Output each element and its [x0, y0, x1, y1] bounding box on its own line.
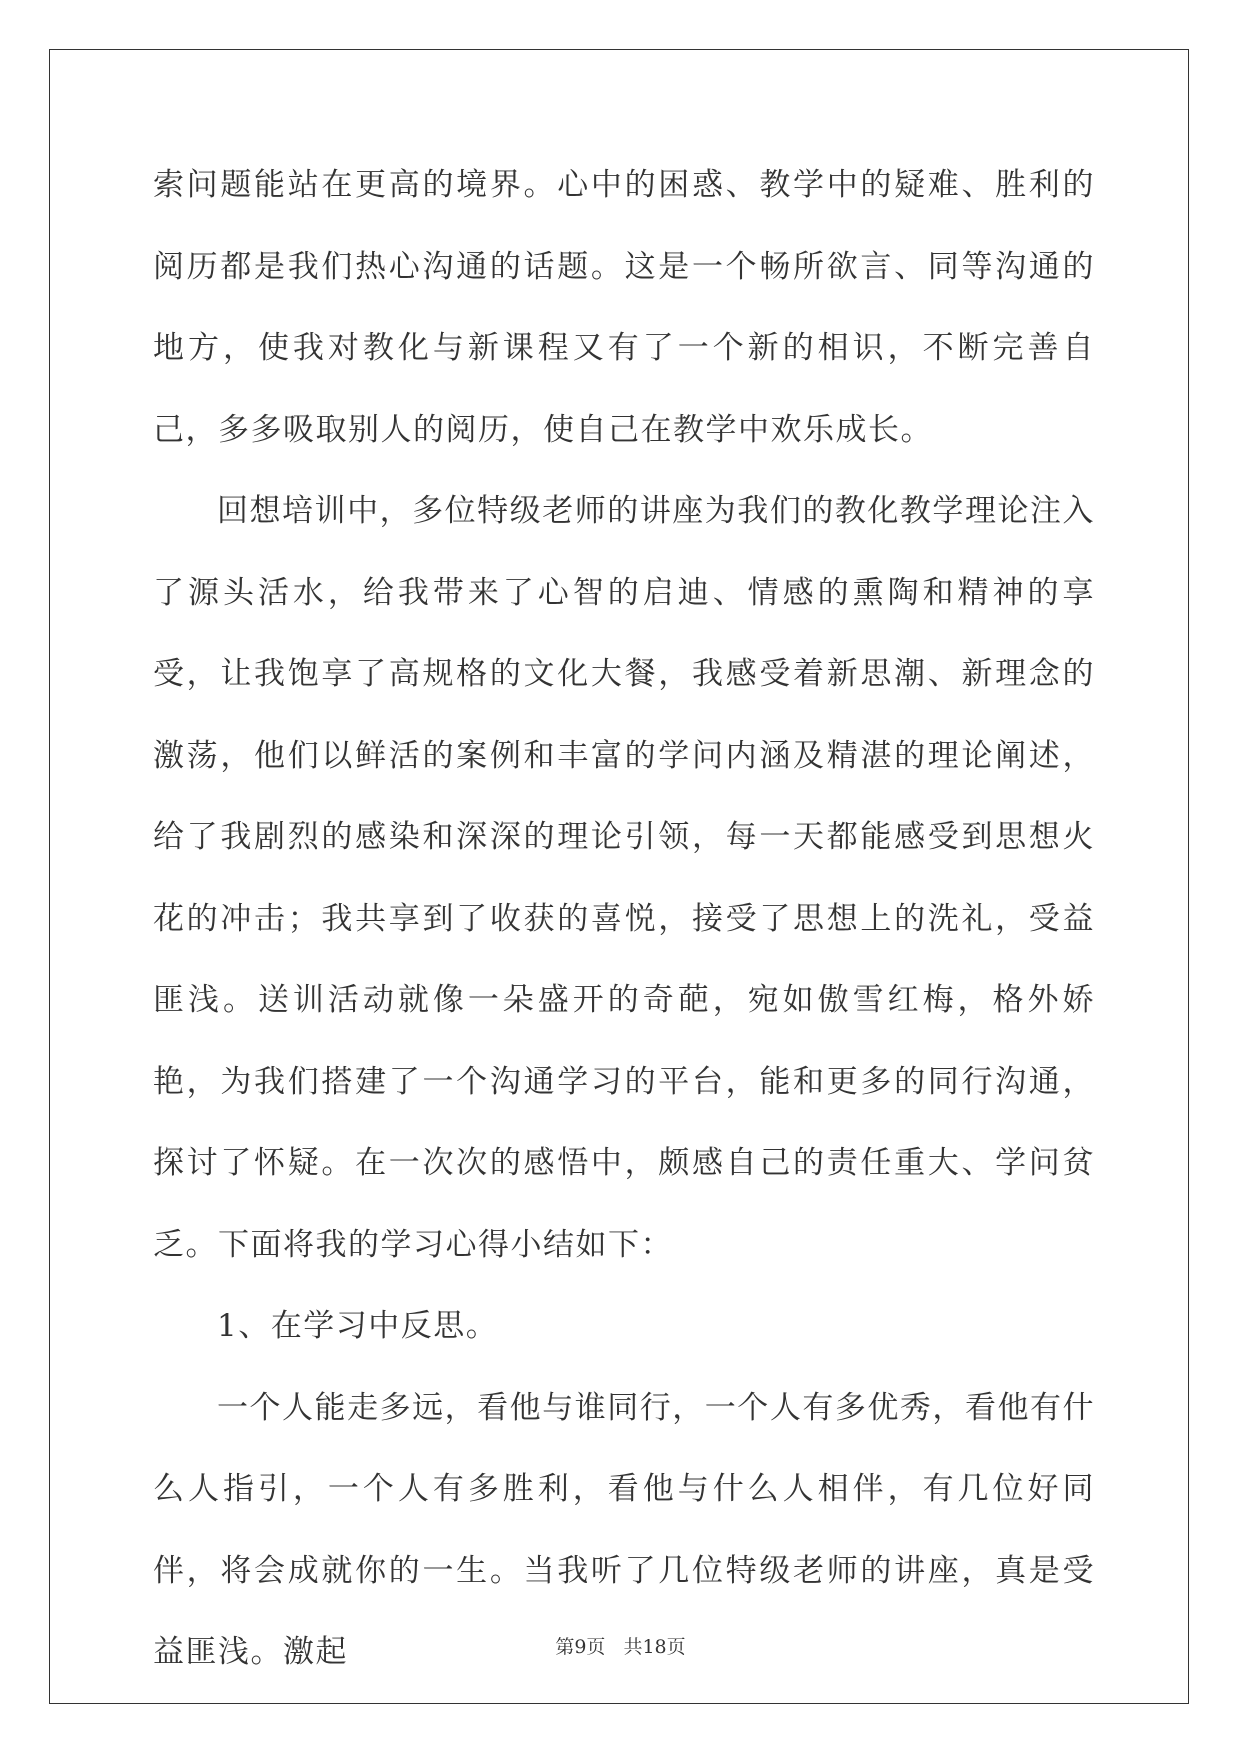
page-total: 共18页 [623, 1636, 686, 1658]
document-body [153, 145, 1095, 1694]
paragraph-2: 回想培训中，多位特级老师的讲座为我们的教化教学理论注入了源头活水，给我带来了心智的启迪、情感的熏陶和精神的享受，让我饱享了高规格的文化大餐，我感受着新思潮、新理念的激荡，他们以鲜活的案例和丰富的学问内涵及精湛的理论阐述，给了我剧烈的感染和深深的理论引领，每一天都能感受到思想火花的冲击；我共享到了收获的喜悦，接受了思想上的洗礼，受益匪浅。送训活动就像一朵盛开的奇葩，宛如傲雪红梅，格外娇艳，为我们搭建了一个沟通学习的平台，能和更多的同行沟通，探讨了怀疑。在一次次的感悟中，颇感自己的责任重大、学问贫乏。下面将我的学习心得小结如下： [153, 493, 1095, 1263]
paragraph-4: 一个人能走多远，看他与谁同行，一个人有多优秀，看他有什么人指引，一个人有多胜利，看他与什么人相伴，有几位好同伴，将会成就你的一生。当我听了几位特级老师的讲座，真是受益匪浅。激起 [153, 1389, 1095, 1670]
page-footer [0, 1632, 1241, 1659]
page-number: 第9页 [555, 1636, 606, 1658]
paragraph-3-heading: 1、在学习中反思。 [217, 1308, 499, 1344]
paragraph-1: 索问题能站在更高的境界。心中的困惑、教学中的疑难、胜利的阅历都是我们热心沟通的话题。这是一个畅所欲言、同等沟通的地方，使我对教化与新课程又有了一个新的相识，不断完善自己，多多吸取别人的阅历，使自己在教学中欢乐成长。 [153, 167, 1095, 448]
